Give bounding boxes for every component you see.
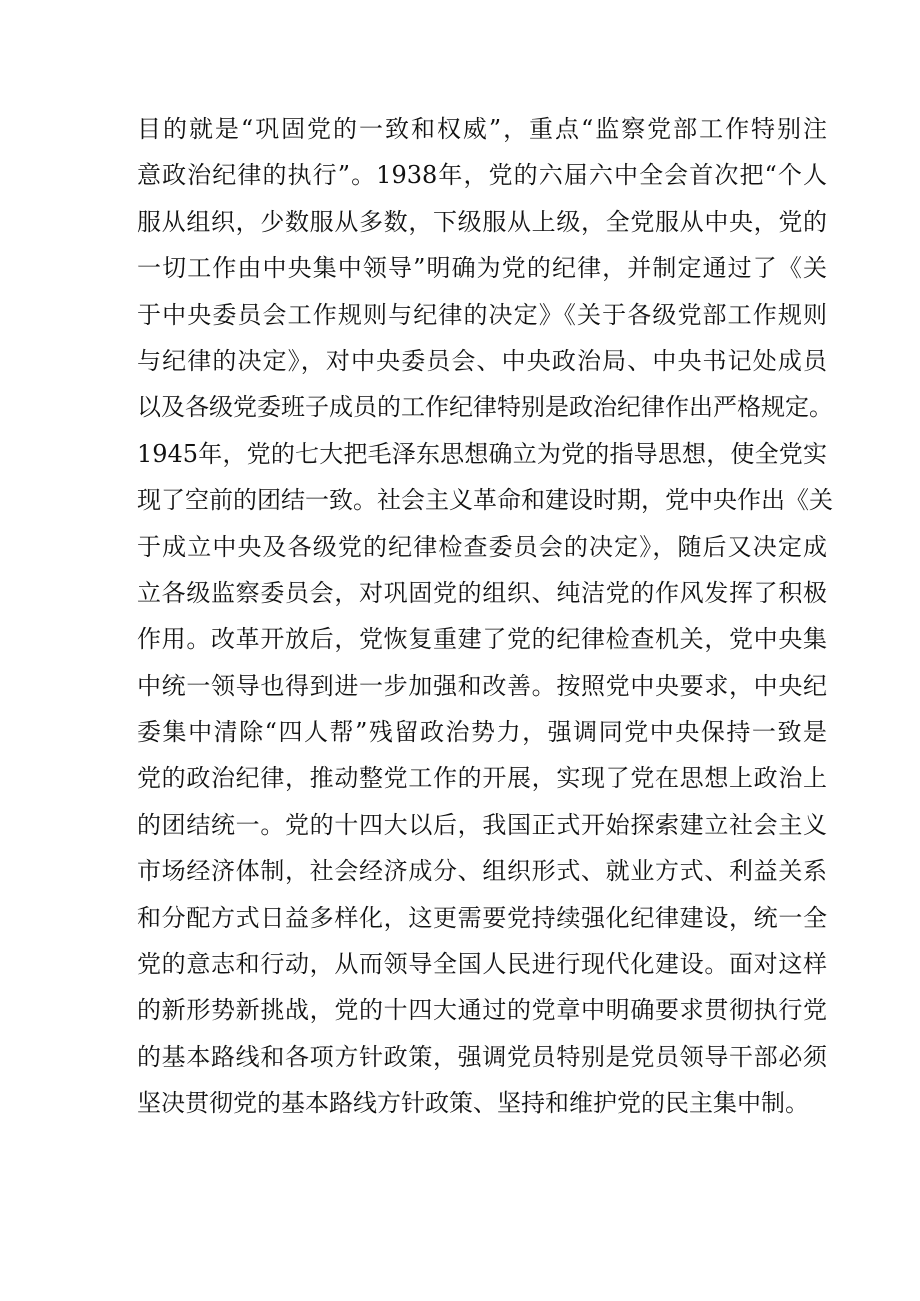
text-line: 1945年，党的七大把毛泽东思想确立为党的指导思想，使全党实 [137,439,827,468]
text-line: 现了空前的团结一致。社会主义革命和建设时期，党中央作出《关 [137,486,833,515]
text-line: 坚决贯彻党的基本路线方针政策、坚持和维护党的民主集中制。 [137,1089,809,1118]
text-line: 与纪律的决定》，对中央委员会、中央政治局、中央书记处成员 [137,346,827,375]
text-line: 目的就是“巩固党的一致和权威”，重点“监察党部工作特别注 [137,115,827,143]
text-line: 于中央委员会工作规则与纪律的决定》《关于各级党部工作规则 [137,300,827,329]
text-line: 和分配方式日益多样化，这更需要党持续强化纪律建设，统一全 [137,903,827,932]
text-line: 以及各级党委班子成员的工作纪律特别是政治纪律作出严格规定。 [137,393,833,422]
text-line: 市场经济体制，社会经济成分、组织形式、就业方式、利益关系 [137,857,827,886]
text-line: 意政治纪律的执行”。1938年，党的六届六中全会首次把“个人 [137,161,827,190]
text-line: 于成立中央及各级党的纪律检查委员会的决定》，随后又决定成 [137,532,827,561]
text-line: 的团结统一。党的十四大以后，我国正式开始探索建立社会主义 [137,810,827,839]
text-line: 服从组织，少数服从多数，下级服从上级，全党服从中央，党的 [137,207,827,236]
text-line: 作用。改革开放后，党恢复重建了党的纪律检查机关，党中央集 [137,625,827,654]
text-line: 立各级监察委员会，对巩固党的组织、纯洁党的作风发挥了积极 [137,578,827,607]
text-line: 的新形势新挑战，党的十四大通过的党章中明确要求贯彻执行党 [137,996,827,1025]
text-line: 党的意志和行动，从而领导全国人民进行现代化建设。面对这样 [137,950,827,979]
body-paragraph [137,106,833,1127]
text-line: 委集中清除“四人帮”残留政治势力，强调同党中央保持一致是 [137,718,827,747]
text-line: 党的政治纪律，推动整党工作的开展，实现了党在思想上政治上 [137,764,827,793]
text-line: 一切工作由中央集中领导”明确为党的纪律，并制定通过了《关 [137,254,827,283]
text-line: 的基本路线和各项方针政策，强调党员特别是党员领导干部必须 [137,1042,827,1071]
text-line: 中统一领导也得到进一步加强和改善。按照党中央要求，中央纪 [137,671,827,700]
